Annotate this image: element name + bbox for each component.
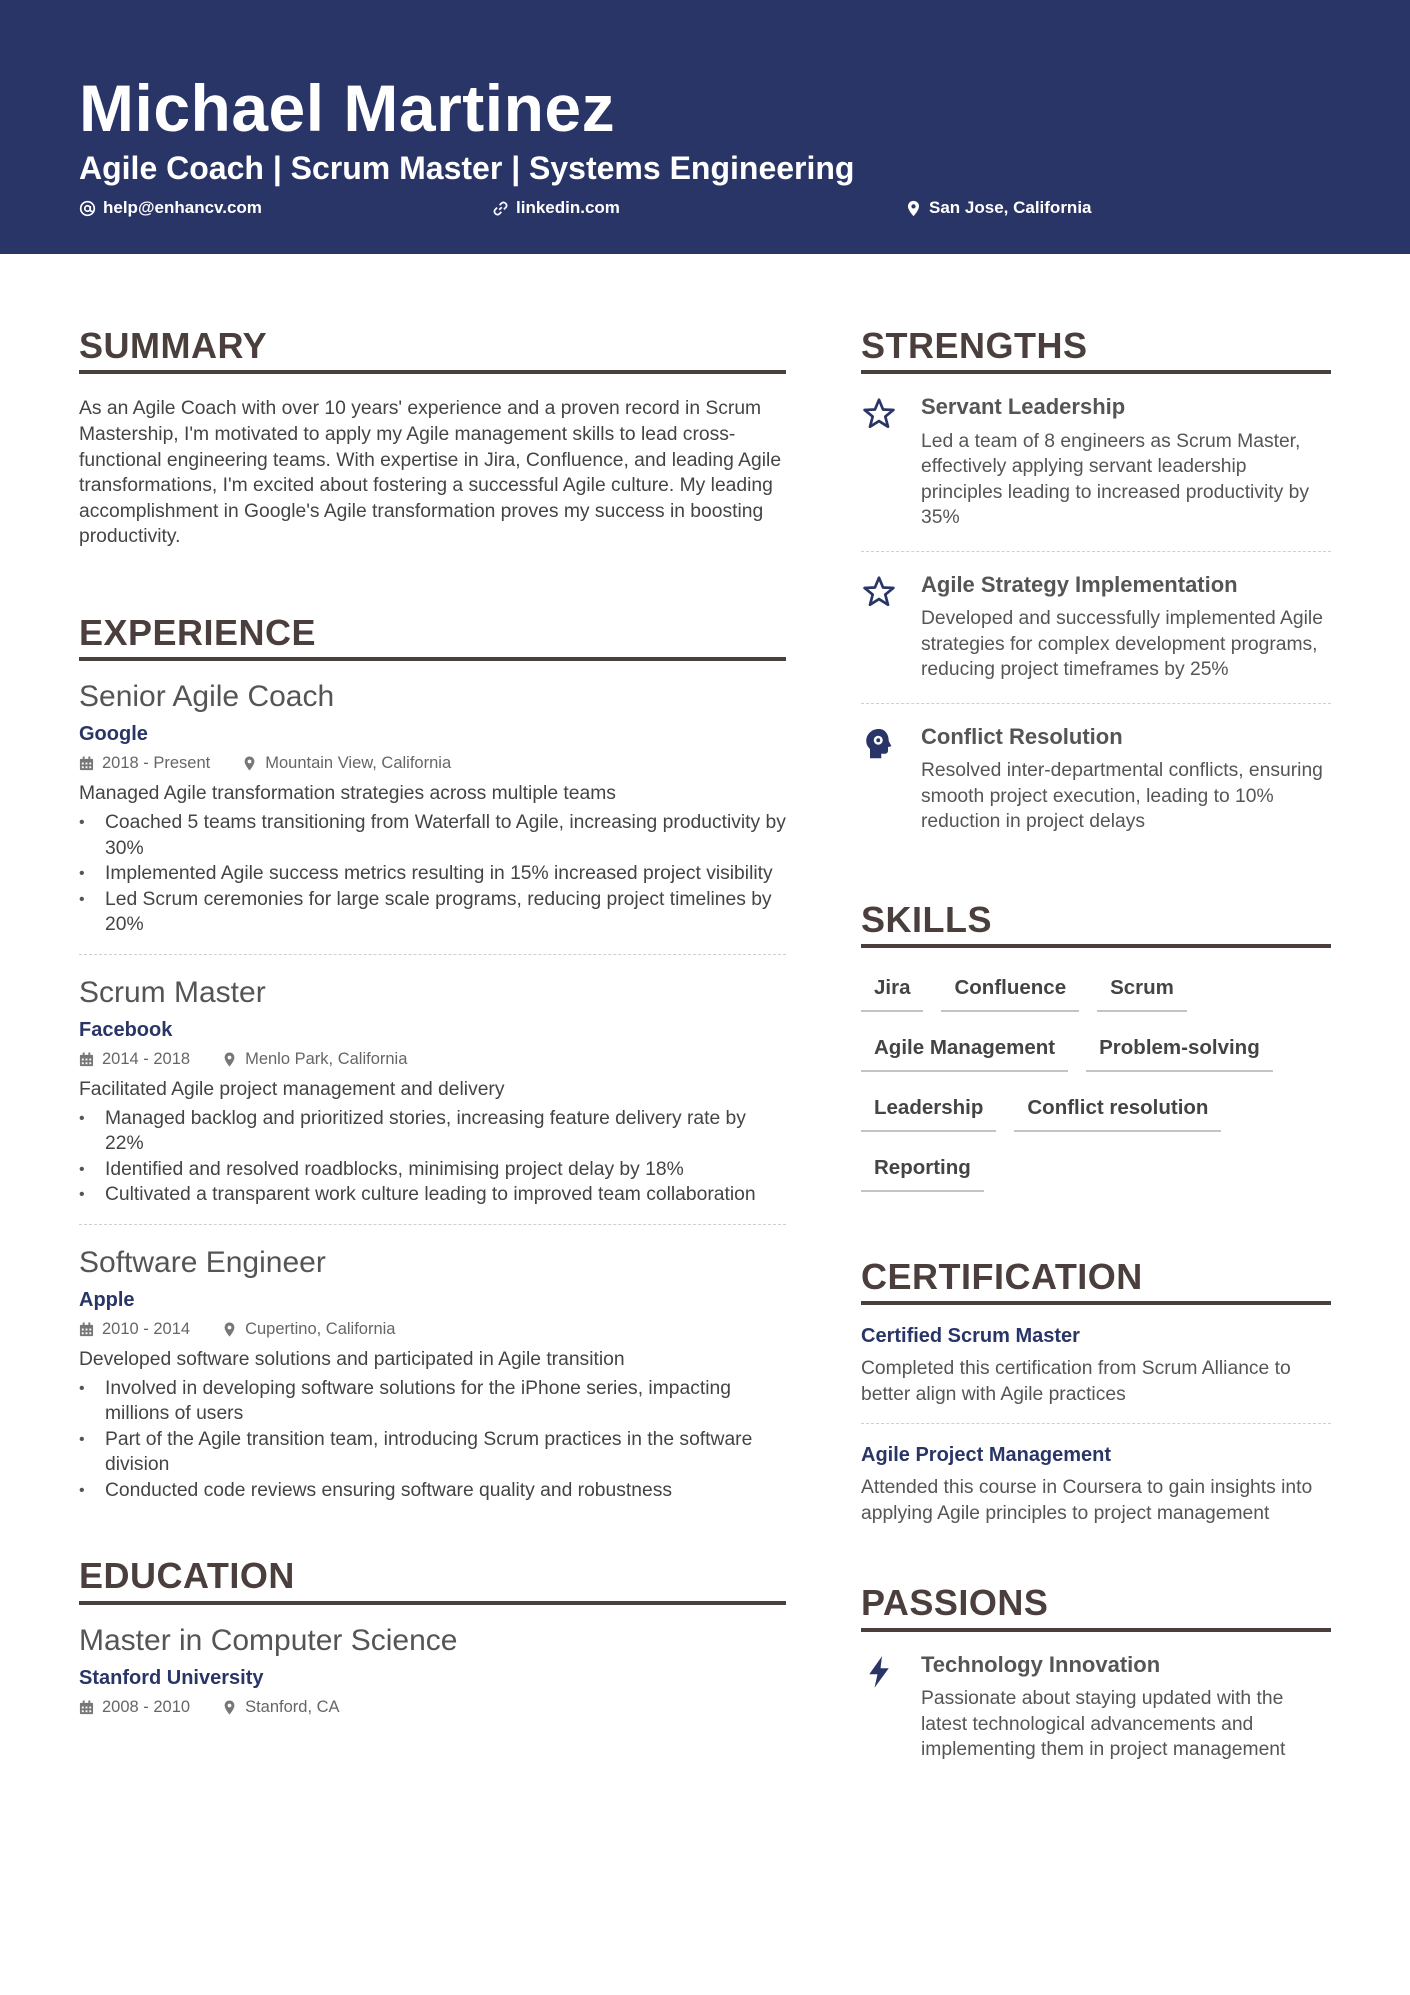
candidate-title: Agile Coach | Scrum Master | Systems Engineering (79, 150, 855, 186)
location-pin-icon (222, 1052, 237, 1067)
head-icon (861, 726, 897, 762)
experience-heading: EXPERIENCE (79, 612, 786, 661)
job-title: Software Engineer (79, 1245, 326, 1279)
calendar-icon (79, 1052, 94, 1067)
job-description: Managed Agile transformation strategies across multiple teams (79, 783, 616, 805)
job-bullet: • Implemented Agile success metrics resulting in 15% increased project visibility (79, 861, 786, 887)
certification-description: Attended this course in Coursera to gain insights into applying Agile principles to project management (861, 1477, 1313, 1524)
job-dates (79, 1320, 190, 1339)
job-dates (79, 1050, 190, 1069)
certification-title: Certified Scrum Master (861, 1325, 1080, 1348)
skill-tag: Confluence (941, 970, 1079, 1012)
certification-section (861, 1256, 1331, 1542)
location-pin-icon (242, 756, 257, 771)
experience-section (79, 612, 786, 1519)
at-icon (79, 200, 96, 217)
contact-linkedin[interactable] (492, 198, 620, 218)
calendar-icon (79, 1700, 94, 1715)
passions-heading: PASSIONS (861, 1582, 1331, 1631)
job-location (222, 1320, 395, 1339)
education-item (79, 1623, 786, 1733)
passion-description: Passionate about staying updated with the latest technological advancements and implementing them in project management (921, 1688, 1286, 1761)
star-icon (861, 574, 897, 610)
education-meta (79, 1698, 786, 1717)
passion-item (861, 1632, 1331, 1783)
summary-text: As an Agile Coach with over 10 years' experience and a proven record in Scrum Mastership, I'm motivated to apply my Agile management skills to lead cross-functional engineering teams. With expertise in Jira, Confluence, and leading Agile transformations, I'm excited about fostering a successful Agile culture. My leading accomplishment in Google's Agile transformation proves my success in boosting productivity. (79, 398, 782, 548)
job-bullet: • Involved in developing software solutions for the iPhone series, impacting millions of users (79, 1376, 786, 1427)
job-description: Facilitated Agile project management and delivery (79, 1078, 505, 1100)
link-icon (492, 200, 509, 217)
star-icon (861, 396, 897, 432)
job-dates-text: 2010 - 2014 (102, 1319, 191, 1338)
degree-title: Master in Computer Science (79, 1623, 458, 1657)
job-title: Senior Agile Coach (79, 680, 335, 714)
strength-item (861, 703, 1331, 855)
job-bullet: • Coached 5 teams transitioning from Waterfall to Agile, increasing productivity by 30% (79, 810, 786, 861)
job-bullets (79, 1376, 786, 1504)
location-pin-icon (222, 1700, 237, 1715)
company-name: Facebook (79, 1018, 173, 1041)
job-bullet: • Managed backlog and prioritized stories, increasing feature delivery rate by 22% (79, 1106, 786, 1157)
job-title: Scrum Master (79, 975, 266, 1009)
passions-section (861, 1582, 1331, 1782)
company-name: Google (79, 723, 148, 746)
education-section (79, 1555, 786, 1732)
job-bullets (79, 810, 786, 938)
strength-description: Resolved inter-departmental conflicts, ensuring smooth project execution, leading to 10% reduction in project delays (921, 760, 1323, 833)
location-text: San Jose, California (929, 198, 1092, 217)
job-location-text: Mountain View, California (265, 754, 452, 773)
candidate-name: Michael Martinez (79, 71, 616, 145)
email-text: help@enhancv.com (103, 198, 262, 217)
skills-section (861, 899, 1331, 1210)
job-meta (79, 1320, 786, 1339)
job-description: Developed software solutions and participated in Agile transition (79, 1348, 625, 1370)
skill-tag: Reporting (861, 1150, 984, 1192)
strength-description: Developed and successfully implemented Agile strategies for complex development programs, reducing project timeframes by 25% (921, 608, 1323, 681)
experience-item (79, 954, 786, 1224)
job-meta (79, 754, 786, 773)
skills-list (861, 970, 1331, 1210)
job-location (222, 1050, 407, 1069)
experience-item (79, 1224, 786, 1520)
education-location-text: Stanford, CA (245, 1697, 340, 1716)
job-bullet: • Cultivated a transparent work culture leading to improved team collaboration (79, 1182, 786, 1208)
job-dates-text: 2014 - 2018 (102, 1049, 191, 1068)
skill-tag: Agile Management (861, 1030, 1068, 1072)
job-dates (79, 754, 210, 773)
strengths-heading: STRENGTHS (861, 325, 1331, 374)
certification-item (861, 1423, 1331, 1542)
right-column (861, 325, 1331, 1783)
left-column (79, 325, 786, 1733)
school-name: Stanford University (79, 1666, 264, 1689)
job-bullet: • Led Scrum ceremonies for large scale programs, reducing project timelines by 20% (79, 887, 786, 938)
strength-item (861, 551, 1331, 703)
strength-title: Conflict Resolution (921, 723, 1123, 749)
skill-tag: Jira (861, 970, 923, 1012)
certification-title: Agile Project Management (861, 1444, 1112, 1467)
passion-title: Technology Innovation (921, 1651, 1161, 1677)
calendar-icon (79, 756, 94, 771)
company-name: Apple (79, 1288, 135, 1311)
strength-item (861, 374, 1331, 550)
certification-heading: CERTIFICATION (861, 1256, 1331, 1305)
location-pin-icon (905, 200, 922, 217)
strengths-section (861, 325, 1331, 855)
education-location (222, 1698, 339, 1717)
education-dates (79, 1698, 190, 1717)
contact-location (905, 198, 1092, 218)
skill-tag: Scrum (1097, 970, 1187, 1012)
lightning-icon (861, 1654, 897, 1690)
strength-description: Led a team of 8 engineers as Scrum Master, effectively applying servant leadership principles leading to increased productivity by 35% (921, 430, 1309, 529)
skill-tag: Problem-solving (1086, 1030, 1273, 1072)
certification-item (861, 1305, 1331, 1423)
resume-header (0, 0, 1410, 254)
linkedin-text: linkedin.com (516, 198, 620, 217)
skill-tag: Leadership (861, 1090, 996, 1132)
summary-section (79, 325, 786, 550)
contact-email[interactable] (79, 198, 262, 218)
skill-tag: Conflict resolution (1014, 1090, 1221, 1132)
job-bullet: • Identified and resolved roadblocks, minimising project delay by 18% (79, 1157, 786, 1183)
experience-item (79, 679, 786, 954)
calendar-icon (79, 1322, 94, 1337)
education-dates-text: 2008 - 2010 (102, 1697, 191, 1716)
job-location-text: Cupertino, California (245, 1319, 396, 1338)
job-location (242, 754, 451, 773)
certification-description: Completed this certification from Scrum Alliance to better align with Agile practices (861, 1358, 1291, 1405)
location-pin-icon (222, 1322, 237, 1337)
job-bullet: • Part of the Agile transition team, introducing Scrum practices in the software division (79, 1427, 786, 1478)
skills-heading: SKILLS (861, 899, 1331, 948)
job-bullet: • Conducted code reviews ensuring software quality and robustness (79, 1478, 786, 1504)
job-location-text: Menlo Park, California (245, 1049, 408, 1068)
job-dates-text: 2018 - Present (102, 754, 211, 773)
job-bullets (79, 1106, 786, 1208)
strength-title: Agile Strategy Implementation (921, 571, 1238, 597)
strength-title: Servant Leadership (921, 394, 1126, 420)
summary-heading: SUMMARY (79, 325, 786, 374)
education-heading: EDUCATION (79, 1555, 786, 1604)
job-meta (79, 1050, 786, 1069)
